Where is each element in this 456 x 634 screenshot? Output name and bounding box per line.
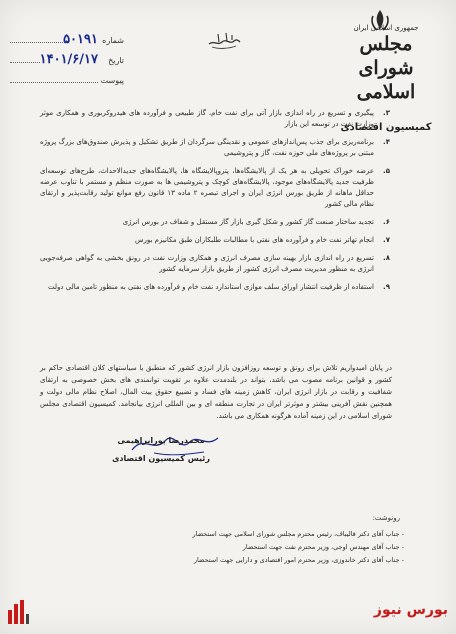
list-item [40, 217, 390, 228]
item-text: پیگیری و تسریع در راه اندازی بازار آتی برای نفت خام، گاز طبیعی و فرآورده های هیدروکربوری و همکاری موثر وزارت نفت در توسعه این بازار [40, 109, 374, 128]
number-value: ۵۰۱۹۱ [63, 32, 98, 47]
item-number: ۷. [383, 236, 390, 244]
item-text: انجام تهاتر نفت خام و فرآورده های نفتی با مطالبات طلبکاران طبق مکانیزم بورس [134, 236, 374, 244]
list-item [40, 108, 390, 130]
number-dots [10, 32, 63, 43]
item-text: استفاده از ظرفیت انتشار اوراق سلف موازی استاندارد نفت خام و فرآورده های نفتی به منظور تامین مالی دولت [48, 283, 374, 291]
date-label: تاریخ [108, 56, 124, 65]
footer-brand: بورس نیوز [373, 602, 448, 618]
cc-item: - جناب آقای مهندس اوجی، وزیر محترم نفت جهت استحضار [242, 543, 404, 551]
item-text: تجدید ساختار صنعت گاز کشور و شکل گیری بازار گاز مستقل و شفاف در بورس انرژی [122, 218, 374, 226]
cc-item: - جناب آقای دکتر قالیباف، رئیس محترم مجلس شورای اسلامی جهت استحضار [192, 530, 404, 538]
list-item [40, 282, 390, 293]
attachment-dots [10, 72, 98, 83]
cc-item-text: جناب آقای دکتر خاندوزی، وزیر محترم امور اقتصادی و دارایی جهت استحضار [193, 556, 400, 564]
bismillah-calligraphy [206, 30, 242, 50]
item-text: برنامه‌ریزی برای جذب پس‌اندازهای عمومی و نقدینگی سرگردان از طریق تشکیل و پذیرش صندوق‌های بزرگ پروژه مبتنی بر پروژه‌های ملی حوزه نفت، گاز و پتروشیمی [40, 138, 374, 157]
item-number: ۶. [383, 218, 390, 226]
item-text: عرضه خوراک تحویلی به هر یک از پالایشگاه‌ها، پتروپالایشگاه ها، پالایشگاه‌های جدیدالاحداث، طرح‌های توسعه‌ای ظرفیت جدید پالایشگاه‌های موجود، پالایشگاه‌های کوچک و پتروشیمی ها به صورت منظم و مستمر با تناوب عرضه حداقل ماهانه از طریق بورس انرژی ایران و اجرای تبصره ۲ ماده ۱۳ قانون رفع موانع تولید رقابت‌پذیر و ارتقای نظام مالی کشور [40, 167, 374, 208]
date-value: ۱۴۰۱/۶/۱۷ [39, 52, 98, 67]
cc-item: - جناب آقای دکتر خاندوزی، وزیر محترم امور اقتصادی و دارایی جهت استحضار [193, 556, 404, 564]
signatory-name: محمدرضا پورابراهیمی [117, 436, 205, 445]
number-row [4, 32, 124, 52]
news-logo-icon [6, 598, 30, 626]
cc-item-text: جناب آقای دکتر قالیباف، رئیس محترم مجلس شورای اسلامی جهت استحضار [192, 530, 400, 538]
committee-name: کمیسیون اقتصادی [340, 122, 432, 133]
list-item [40, 137, 390, 159]
list-item [40, 253, 390, 275]
org-name: مجلس شورای اسلامی [356, 33, 416, 103]
closing-paragraph: در پایان امیدواریم تلاش برای رونق و توسعه روزافزون بازار انرژی کشور که منطبق با سیاستهای کلان اقتصادی حاکم بر کشور و قوانین برنامه مصوب می باشد، بتواند در بلندمدت علاوه بر تقویت توانمندی های بخش خصوصی به ارتقای شفافیت و رقابت در بازار انرژی ایران، کاهش زمینه های فساد و تضییع حقوق بیت المال، اصلاح نظام مالی دولت و همچنین نقش آفرینی بیشتر و موثرتر ایران در تجارت منطقه ای و بین المللی انرژی بیانجامد. کمیسیون اقتصادی مجلس شورای اسلامی در این زمینه آماده هرگونه همکاری می باشد. [40, 364, 392, 420]
item-number: ۹. [383, 283, 390, 291]
item-number: ۵. [383, 167, 390, 175]
item-number: ۴. [383, 138, 390, 146]
item-number: ۳. [383, 109, 390, 117]
letter-meta [4, 32, 124, 92]
list-item [40, 166, 390, 210]
attachment-row [4, 72, 124, 92]
signatory-title: رئیس کمیسیون اقتصادی [112, 454, 210, 463]
date-dots [10, 52, 40, 63]
list-item [40, 235, 390, 246]
cc-list [76, 528, 404, 567]
number-label: شماره [102, 36, 124, 45]
letter-items [40, 108, 390, 300]
cc-label: رونوشت: [372, 514, 400, 522]
item-text: تسریع در راه اندازی بازار بهینه سازی مصرف انرژی و همکاری وزارت نفت در رونق بخشی به گواهی صرفه‌جویی انرژی به منظور مدیریت مصرف انرژی کشور از طریق بازار سرمایه کشور [40, 254, 374, 273]
cc-item-text: جناب آقای مهندس اوجی، وزیر محترم نفت جهت استحضار [242, 543, 400, 551]
org-small-text: جمهوری اسلامی ایران [353, 24, 419, 32]
item-number: ۸. [383, 254, 390, 262]
attachment-label: پیوست [100, 76, 124, 85]
date-row [4, 52, 124, 72]
